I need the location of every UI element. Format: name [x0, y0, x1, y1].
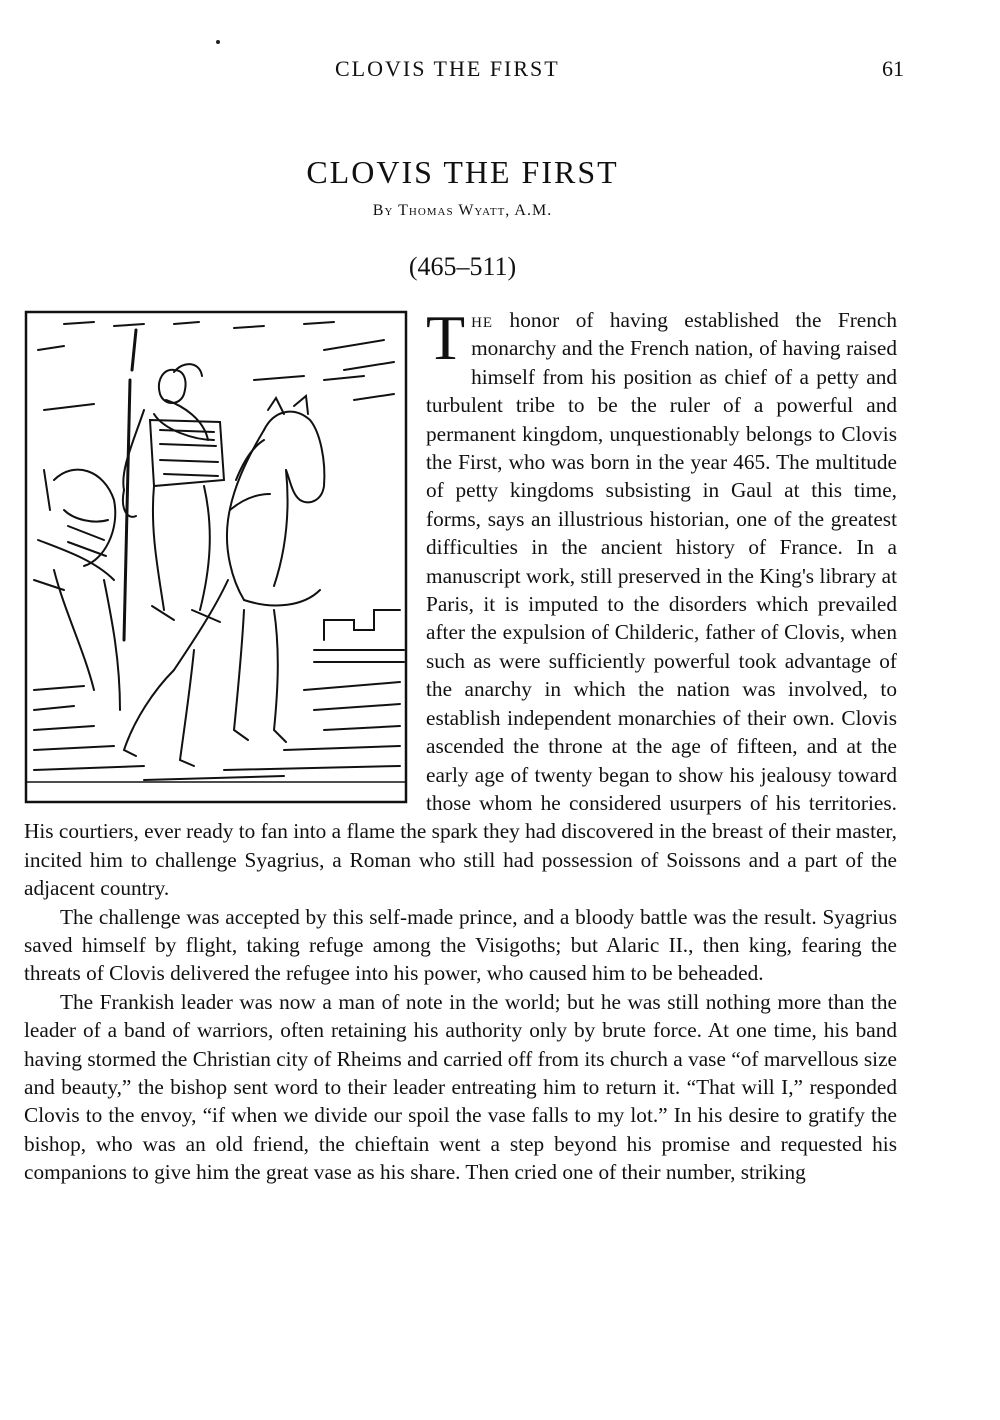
article-title: CLOVIS THE FIRST — [306, 154, 619, 190]
article-byline: By Thomas Wyatt, A.M. — [372, 202, 553, 219]
drop-cap: T — [426, 302, 466, 373]
paragraph-2: The challenge was accepted by this self-made prince, and a bloody battle was the result. Syagrius saved himself by flight, taking refuge among the Visigoths; but Alaric II., then king, fearing the threats of Clovis delivered the refugee into his power, who caused him to be beheaded. — [24, 904, 897, 986]
engraving-clovis-on-horseback-icon — [24, 310, 408, 804]
article-dates: (465–511) — [408, 252, 517, 281]
running-head — [0, 56, 1000, 86]
paragraph-1-text: honor of having established the French monarchy and the French nation, of having raised himself from his position as chief of a petty and turbulent tribe to be the ruler of a powerful and permanent kingdom, unquestionably belongs to Clovis the First, who was born in the year 465. The multitude of petty kingdoms subsisting in Gaul at this time, forms, says an illustrious historian, one of the greatest difficulties in the ancient history of France. In a manuscript work, still preserved in the King's library at Paris, it is imputed to the disorders which prevailed after the expulsion of Childeric, father of Clovis, when such as were sufficiently powerful took advantage of the anarchy in which the nation was involved, to establish independent monarchies of their own. Clovis ascended the throne at the age of fifteen, and at the early age of twenty began to show his jealousy toward those whom he considered usurpers of his territories. His courtiers, ever ready to fan into a flame the spark they had discovered in the breast of their master, incited him to challenge Syagrius, a Roman who still had possession of Soissons and a part of the adjacent country. — [24, 308, 897, 901]
page-number: 61 — [882, 56, 904, 81]
ink-speck — [216, 40, 220, 44]
paragraph-1-lead: he — [471, 308, 494, 332]
paragraph-3: The Frankish leader was now a man of note in the world; but he was still nothing more than the leader of a band of warriors, often retaining his authority only by brute force. At one time, his band having stormed the Christian city of Rheims and carried off from its church a vase “of marvellous size and beauty,” the bishop sent word to their leader entreating him to return it. “That will I,” responded Clovis to the envoy, “if when we divide our spoil the vase falls to my lot.” In his desire to gratify the bishop, who was an old friend, the chieftain went a step beyond his promise and requested his companions to give him the great vase as his share. Then cried one of their number, striking — [24, 989, 897, 1185]
running-head-title: CLOVIS THE FIRST — [335, 56, 560, 81]
